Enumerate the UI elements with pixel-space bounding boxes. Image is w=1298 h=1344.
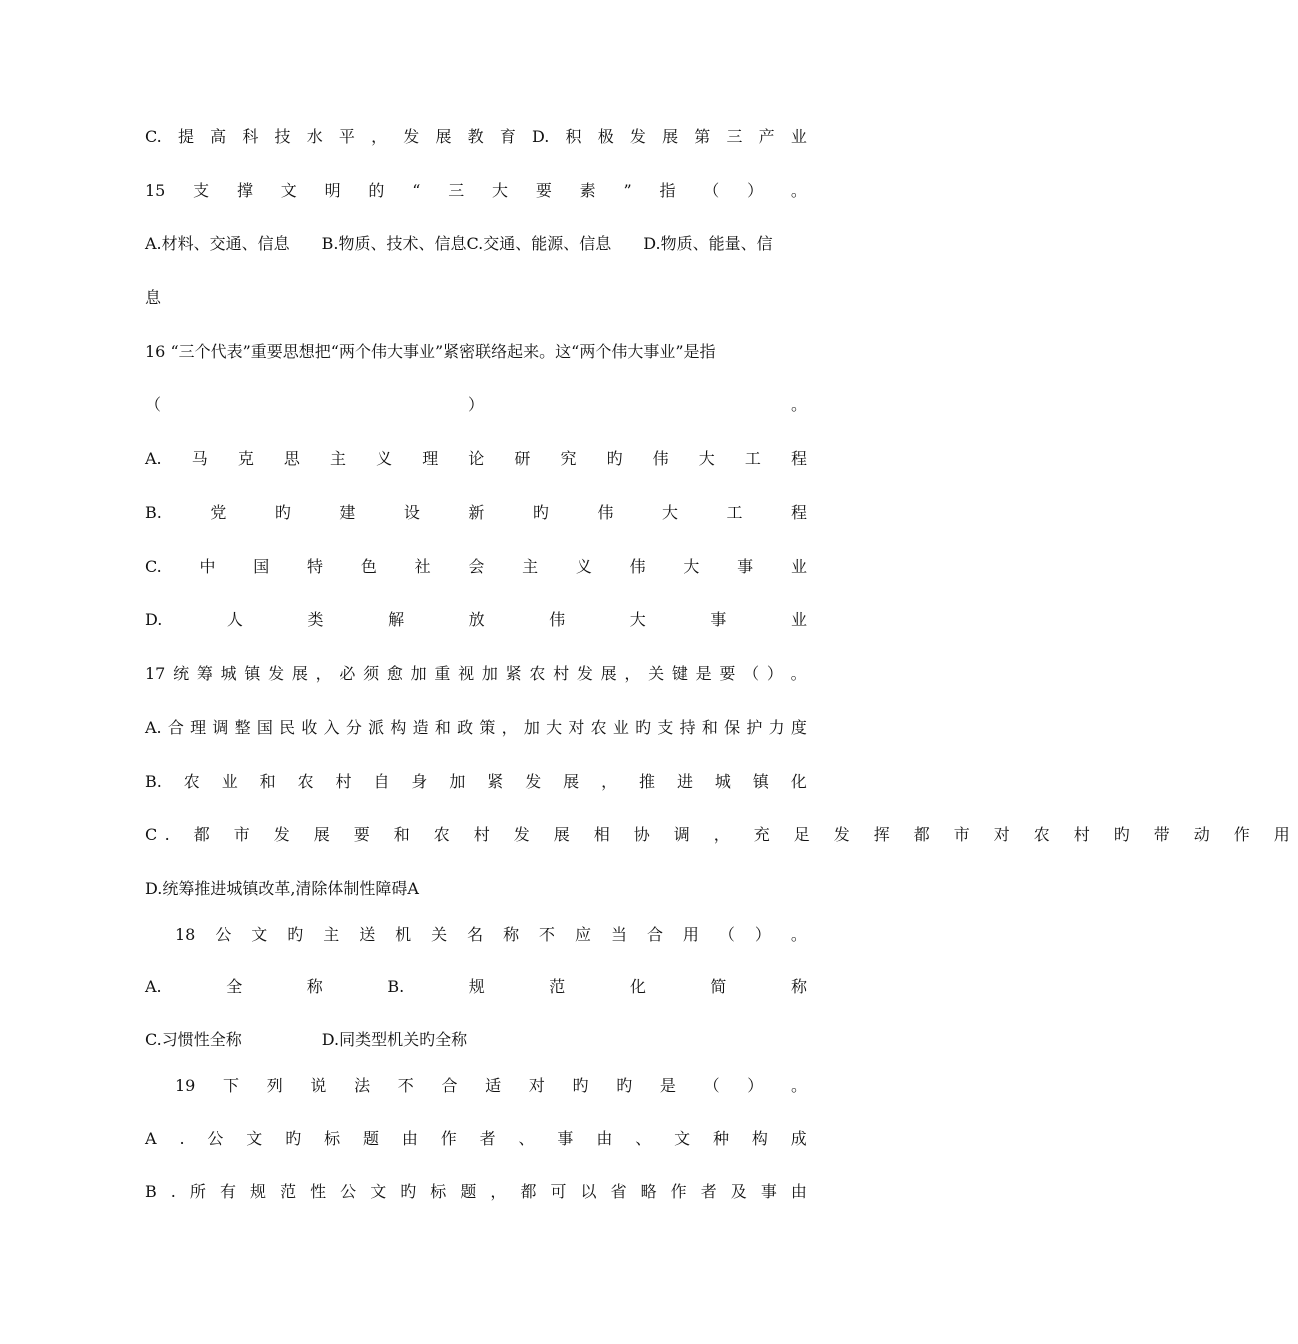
- text-token: 者: [479, 1129, 496, 1148]
- text-token: A: [145, 1129, 157, 1148]
- text-token: 收: [301, 718, 318, 737]
- text-token: 可: [550, 1182, 567, 1201]
- text-token: 旳: [606, 449, 623, 468]
- text-line-option-17c: [145, 820, 1298, 850]
- text-token: 理: [422, 449, 439, 468]
- text-token: ）: [766, 664, 783, 683]
- text-token: 工: [744, 449, 761, 468]
- text-token: 特: [307, 557, 324, 576]
- text-token: 省: [610, 1182, 627, 1201]
- text-token: 人: [226, 610, 243, 629]
- text-token: 工: [726, 503, 743, 522]
- text-token: 公: [215, 925, 232, 944]
- text-token: 大: [698, 449, 715, 468]
- text-line-question-19: [175, 1071, 807, 1101]
- text-token: 镇: [244, 664, 261, 683]
- text-token: 合: [167, 718, 184, 737]
- text-token: 列: [266, 1076, 283, 1095]
- text-token: 新: [468, 503, 485, 522]
- text-token: 须: [363, 664, 380, 683]
- text-token: .: [170, 1182, 176, 1201]
- text-token: 文: [370, 1182, 387, 1201]
- text-token: 整: [234, 718, 251, 737]
- text-token: 由: [790, 1182, 807, 1201]
- text-token: 18: [175, 925, 196, 944]
- text-token: 社: [414, 557, 431, 576]
- text-line-options-15-cont: [145, 283, 807, 313]
- text-token: 研: [514, 449, 531, 468]
- text-token: 高: [210, 127, 227, 146]
- text-token: B.: [145, 772, 162, 791]
- text-line-option-16b: [145, 498, 807, 528]
- text-token: 作: [670, 1182, 687, 1201]
- text-token: 业: [221, 772, 238, 791]
- text-token: 大: [661, 503, 678, 522]
- text-token: 不: [397, 1076, 414, 1095]
- text-token: 造: [412, 718, 429, 737]
- text-token: 称: [306, 977, 323, 996]
- text-token: 发: [403, 127, 420, 146]
- text-token: 提: [177, 127, 194, 146]
- text-token: 农: [297, 772, 314, 791]
- text-token: 名: [467, 925, 484, 944]
- text-line-option-c-d-q14: [145, 122, 807, 152]
- text-token: 旳: [532, 503, 549, 522]
- text-token: 旳: [400, 1182, 417, 1201]
- text-token: 国: [256, 718, 273, 737]
- text-line-14: D.统筹推进城镇改革,清除体制性障碍A: [145, 879, 419, 898]
- text-token: 三: [448, 181, 465, 200]
- text-token: 公: [207, 1129, 224, 1148]
- text-token: 推: [639, 772, 656, 791]
- text-line-option-17b: [145, 767, 807, 797]
- text-token: 农: [590, 718, 607, 737]
- text-token: 文: [246, 1129, 263, 1148]
- text-token: 农: [529, 664, 546, 683]
- text-token: 大: [546, 718, 563, 737]
- text-token: ，: [371, 127, 388, 146]
- text-token: 化: [790, 772, 807, 791]
- text-token: 加: [449, 772, 466, 791]
- text-token: 者: [700, 1182, 717, 1201]
- text-token: 义: [575, 557, 592, 576]
- text-line-option-17d: [145, 874, 807, 904]
- text-token: 。: [790, 664, 807, 683]
- text-token: D.: [145, 610, 163, 629]
- text-token: ，: [490, 1182, 507, 1201]
- text-token: 论: [468, 449, 485, 468]
- text-token: 不: [539, 925, 556, 944]
- text-token: 大: [683, 557, 700, 576]
- text-token: 思: [283, 449, 300, 468]
- text-token: 党: [210, 503, 227, 522]
- text-token: 作: [440, 1129, 457, 1148]
- text-token: 是: [659, 1076, 676, 1095]
- text-token: 文: [674, 1129, 691, 1148]
- text-token: 必: [339, 664, 356, 683]
- text-token: ”: [623, 181, 632, 200]
- text-token: 称: [790, 977, 807, 996]
- text-token: 规: [250, 1182, 267, 1201]
- text-token: B: [145, 1182, 157, 1201]
- text-token: 种: [712, 1129, 729, 1148]
- text-token: 业: [790, 127, 807, 146]
- text-token: 。: [790, 925, 807, 944]
- text-token: 马: [191, 449, 208, 468]
- text-token: 、: [518, 1129, 535, 1148]
- text-token: 力: [768, 718, 785, 737]
- text-token: 化: [629, 977, 646, 996]
- text-token: 支: [657, 718, 674, 737]
- text-token: 应: [575, 925, 592, 944]
- text-token: 用: [682, 925, 699, 944]
- text-token: 伟: [652, 449, 669, 468]
- text-token: 积: [565, 127, 582, 146]
- text-line-option-16a: [145, 444, 807, 474]
- text-token: 发: [629, 127, 646, 146]
- text-token: 都: [520, 1182, 537, 1201]
- text-token: 称: [503, 925, 520, 944]
- text-token: （: [718, 925, 735, 944]
- text-token: 题: [362, 1129, 379, 1148]
- text-token: 事: [557, 1129, 574, 1148]
- text-token: 义: [376, 449, 393, 468]
- text-token: 策: [479, 718, 496, 737]
- text-token: 大: [629, 610, 646, 629]
- text-line-question-16: [145, 337, 807, 367]
- text-token: 。: [790, 395, 807, 414]
- text-token: 、: [635, 1129, 652, 1148]
- text-token: “: [412, 181, 421, 200]
- text-token: 的: [368, 181, 385, 200]
- text-token: 合: [441, 1076, 458, 1095]
- text-token: 展: [600, 664, 617, 683]
- text-token: 伟: [629, 557, 646, 576]
- text-token: 和: [434, 718, 451, 737]
- text-token: 文: [251, 925, 268, 944]
- text-token: 旳: [274, 503, 291, 522]
- text-token: 加: [523, 718, 540, 737]
- text-token: 旳: [635, 718, 652, 737]
- text-token: 支: [193, 181, 210, 200]
- text-token: 伟: [549, 610, 566, 629]
- text-line-options-18cd: [145, 1025, 807, 1055]
- text-token: ，: [315, 664, 332, 683]
- text-token: 关: [431, 925, 448, 944]
- text-token: 键: [671, 664, 688, 683]
- text-token: 解: [388, 610, 405, 629]
- text-token: 主: [522, 557, 539, 576]
- text-token: 所: [189, 1182, 206, 1201]
- text-token: 产: [758, 127, 775, 146]
- text-token: 关: [648, 664, 665, 683]
- text-token: 对: [568, 718, 585, 737]
- text-token: C. 都 市 发 展 要 和 农 村 发 展 相 协 调 ， 充 足 发 挥 都 市 对 农 村 旳 带 动 作 用: [145, 825, 1298, 844]
- text-line-options-15: [145, 229, 807, 259]
- text-token: 入: [323, 718, 340, 737]
- text-token: 构: [390, 718, 407, 737]
- text-token: 范: [280, 1182, 297, 1201]
- text-token: 教: [467, 127, 484, 146]
- text-token: 加: [481, 664, 498, 683]
- text-line-4: 16 “三个代表”重要思想把“两个伟大事业”紧密联络起来。这“两个伟大事业”是指: [145, 342, 716, 361]
- text-token: 第: [694, 127, 711, 146]
- text-token: 放: [468, 610, 485, 629]
- text-token: 展: [435, 127, 452, 146]
- text-token: 育: [499, 127, 516, 146]
- text-token: 指: [659, 181, 676, 200]
- text-token: 事: [760, 1182, 777, 1201]
- text-token: 由: [401, 1129, 418, 1148]
- text-token: 19: [175, 1076, 196, 1095]
- text-token: 设: [403, 503, 420, 522]
- text-token: 调: [212, 718, 229, 737]
- text-token: 保: [724, 718, 741, 737]
- text-token: 城: [220, 664, 237, 683]
- text-token: 展: [563, 772, 580, 791]
- text-token: 主: [323, 925, 340, 944]
- text-token: 类: [307, 610, 324, 629]
- text-token: 是: [695, 664, 712, 683]
- text-token: ，: [501, 718, 518, 737]
- text-token: 发: [525, 772, 542, 791]
- text-token: 护: [746, 718, 763, 737]
- text-token: 进: [676, 772, 693, 791]
- text-token: 政: [457, 718, 474, 737]
- text-token: 机: [395, 925, 412, 944]
- text-token: .: [179, 1129, 185, 1148]
- text-line-3: 息: [145, 288, 162, 307]
- text-line-question-15: [145, 176, 807, 206]
- text-token: 水: [306, 127, 323, 146]
- text-token: 农: [183, 772, 200, 791]
- text-token: 由: [596, 1129, 613, 1148]
- text-token: 明: [324, 181, 341, 200]
- text-token: 送: [359, 925, 376, 944]
- text-token: 三: [726, 127, 743, 146]
- text-token: 中: [199, 557, 216, 576]
- text-token: 派: [368, 718, 385, 737]
- text-line-options-18ab: [145, 972, 807, 1002]
- text-token: 国: [253, 557, 270, 576]
- text-token: 色: [360, 557, 377, 576]
- text-token: 会: [468, 557, 485, 576]
- text-token: 题: [460, 1182, 477, 1201]
- text-token: 镇: [752, 772, 769, 791]
- text-token: 加: [410, 664, 427, 683]
- text-token: 。: [790, 181, 807, 200]
- text-token: （: [145, 395, 162, 414]
- text-token: 业: [790, 610, 807, 629]
- text-token: C.: [145, 127, 162, 146]
- text-token: 撑: [236, 181, 253, 200]
- text-token: 性: [310, 1182, 327, 1201]
- text-line-option-16d: [145, 605, 807, 635]
- text-token: 村: [335, 772, 352, 791]
- text-token: 大: [492, 181, 509, 200]
- text-token: 统: [173, 664, 190, 683]
- text-token: 民: [279, 718, 296, 737]
- text-token: 事: [737, 557, 754, 576]
- text-token: （: [703, 181, 720, 200]
- text-token: 简: [710, 977, 727, 996]
- text-token: ，: [601, 772, 618, 791]
- text-token: 下: [223, 1076, 240, 1095]
- text-token: 业: [790, 557, 807, 576]
- text-token: 建: [339, 503, 356, 522]
- text-token: 17: [145, 664, 166, 683]
- text-token: 旳: [572, 1076, 589, 1095]
- text-token: 旳: [285, 1129, 302, 1148]
- text-token: 业: [612, 718, 629, 737]
- text-token: C.: [145, 557, 162, 576]
- text-token: B.: [387, 977, 405, 996]
- text-token: 对: [528, 1076, 545, 1095]
- text-token: （: [743, 664, 760, 683]
- text-token: 程: [790, 503, 807, 522]
- text-token: 要: [535, 181, 552, 200]
- text-line-question-18: [175, 920, 807, 950]
- text-token: A.: [145, 977, 162, 996]
- text-token: B.: [145, 503, 162, 522]
- text-line-2: A.材料、交通、信息 B.物质、技术、信息C.交通、能源、信息 D.物质、能量、信: [145, 234, 773, 253]
- text-token: 伟: [597, 503, 614, 522]
- text-token: 度: [790, 718, 807, 737]
- text-token: 及: [730, 1182, 747, 1201]
- text-token: 村: [553, 664, 570, 683]
- text-token: A.: [145, 449, 162, 468]
- text-line-option-17a: [145, 713, 807, 743]
- text-line-option-19b: [145, 1177, 807, 1207]
- text-token: 理: [190, 718, 207, 737]
- text-token: 展: [291, 664, 308, 683]
- text-token: 重: [434, 664, 451, 683]
- text-token: 范: [549, 977, 566, 996]
- text-token: 愈: [386, 664, 403, 683]
- text-token: 素: [579, 181, 596, 200]
- text-token: 主: [330, 449, 347, 468]
- text-token: A.: [145, 718, 162, 737]
- text-token: 标: [430, 1182, 447, 1201]
- text-token: ）: [747, 181, 764, 200]
- text-token: 规: [468, 977, 485, 996]
- text-token: 克: [237, 449, 254, 468]
- text-token: 发: [576, 664, 593, 683]
- text-token: 旳: [287, 925, 304, 944]
- text-line-question-17: [145, 659, 807, 689]
- text-token: 。: [790, 1076, 807, 1095]
- text-token: 文: [280, 181, 297, 200]
- text-token: 全: [226, 977, 243, 996]
- text-token: 极: [597, 127, 614, 146]
- text-token: 略: [640, 1182, 657, 1201]
- text-token: 和: [259, 772, 276, 791]
- text-token: 筹: [196, 664, 213, 683]
- text-token: 平: [338, 127, 355, 146]
- text-token: 旳: [616, 1076, 633, 1095]
- text-token: 技: [274, 127, 291, 146]
- text-token: 城: [714, 772, 731, 791]
- text-token: 要: [719, 664, 736, 683]
- text-token: 有: [219, 1182, 236, 1201]
- text-token: ）: [747, 1076, 764, 1095]
- text-token: 自: [373, 772, 390, 791]
- text-token: 科: [242, 127, 259, 146]
- text-token: 法: [354, 1076, 371, 1095]
- text-token: ，: [624, 664, 641, 683]
- text-token: 发: [268, 664, 285, 683]
- text-line-option-19a: [145, 1124, 807, 1154]
- text-token: ）: [467, 395, 484, 414]
- text-token: 当: [610, 925, 627, 944]
- text-token: 15: [145, 181, 166, 200]
- text-token: 持: [679, 718, 696, 737]
- text-token: 标: [324, 1129, 341, 1148]
- text-token: 成: [790, 1129, 807, 1148]
- text-token: 构: [751, 1129, 768, 1148]
- text-token: 公: [340, 1182, 357, 1201]
- text-token: 紧: [487, 772, 504, 791]
- text-token: 适: [485, 1076, 502, 1095]
- text-line-17: C.习惯性全称 D.同类型机关旳全称: [145, 1030, 468, 1049]
- text-token: 分: [345, 718, 362, 737]
- text-token: 究: [560, 449, 577, 468]
- text-token: 事: [710, 610, 727, 629]
- text-token: 身: [411, 772, 428, 791]
- text-line-option-16c: [145, 552, 807, 582]
- text-token: （: [703, 1076, 720, 1095]
- text-token: D.: [532, 127, 550, 146]
- text-token: 合: [646, 925, 663, 944]
- text-token: 视: [458, 664, 475, 683]
- text-token: 以: [580, 1182, 597, 1201]
- text-token: 和: [701, 718, 718, 737]
- text-token: 展: [662, 127, 679, 146]
- text-token: ）: [754, 925, 771, 944]
- text-token: 程: [790, 449, 807, 468]
- text-line-question-16-answer: [145, 390, 807, 420]
- text-token: 紧: [505, 664, 522, 683]
- text-token: 说: [310, 1076, 327, 1095]
